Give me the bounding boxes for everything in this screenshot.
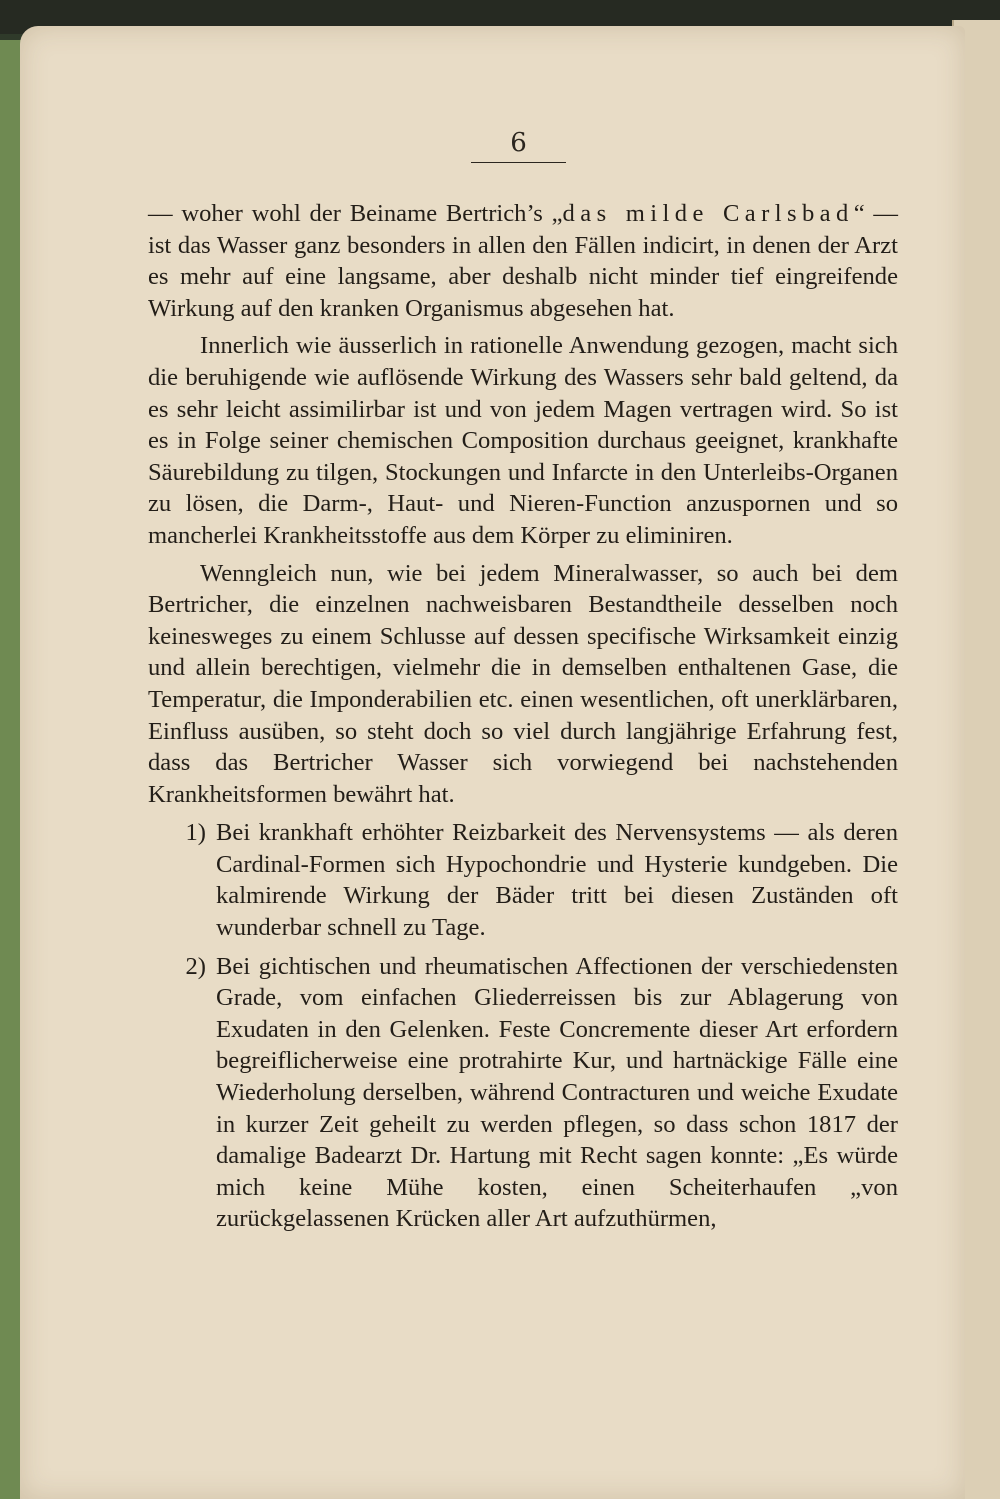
book-cover-edge xyxy=(0,40,22,1499)
spaced-phrase: das milde Carlsbad xyxy=(562,200,854,227)
list-item-number: 2) xyxy=(185,952,206,980)
paragraph-1-end: “ — ist das Wasser ganz besonders in allen den Fällen indicirt, in denen der Arzt es mehr auf eine langsame, aber deshalb nicht minder tief eingreifende Wirkung auf den kranken Organismus abgesehen hat. xyxy=(148,200,898,322)
paragraph-2: Innerlich wie äusserlich in rationelle Anwendung gezogen, macht sich die beruhigende wie auflösende Wirkung des Wassers sehr bald geltend, da es sehr leicht assimilirbar ist und von jedem Magen vertragen wird. So ist es in Folge seiner chemischen Composition durchaus geeignet, krankhafte Säurebildung zu tilgen, Stockungen und Infarcte in den Unterleibs-Organen zu lösen, die Darm-, Haut- und Nieren-Function anzuspornen und so mancherlei Krankheitsstoffe aus dem Körper zu eliminiren. xyxy=(148,332,898,549)
paragraph-3: Wenngleich nun, wie bei jedem Mineralwasser, so auch bei dem Bertricher, die einzelnen nachweisbaren Bestandtheile desselben noch keinesweges zu einem Schlusse auf dessen specifische Wirksamkeit einzig und allein berechtigen, vielmehr die in demselben enthaltenen Gase, die Temperatur, die Imponderabilien etc. einen wesentlichen, oft unerklärbaren, Einfluss ausüben, so steht doch so viel durch langjährige Erfahrung fest, dass das Bertricher Wasser sich vorwiegend bei nachstehenden Krankheitsformen bewährt hat. xyxy=(148,559,898,808)
list-item-number: 1) xyxy=(185,819,206,847)
list-item-text: Bei krankhaft erhöhter Reizbarkeit des Nervensystems — als deren Cardinal-Formen sich Hypochondrie und Hysterie kundgeben. Die kalmirende Wirkung der Bäder tritt bei diesen Zuständen oft wunderbar schnell zu Tage. xyxy=(216,819,898,942)
list-item xyxy=(148,817,898,943)
paragraph-1 xyxy=(148,198,898,324)
list-item xyxy=(148,951,898,1235)
paragraph-1-start: — woher wohl der Beiname Bertrich’s „ xyxy=(148,200,563,227)
list-item-text: Bei gichtischen und rheumatischen Affectionen der verschiedensten Grade, vom einfachen Gliederreissen bis zur Ablagerung von Exudaten in den Gelenken. Feste Concremente dieser Art erfordern begreiflicherweise eine protrahirte Kur, und hartnäckige Fälle eine Wiederholung derselben, während Contracturen und weiche Exudate in kurzer Zeit geheilt zu werden pflegen, so dass schon 1817 der damalige Badearzt Dr. Hartung mit Recht sagen konnte: „Es würde mich keine Mühe kosten, einen Scheiterhaufen „von zurückgelassenen Krücken aller Art aufzuthürmen, xyxy=(216,952,898,1233)
page-body-text xyxy=(148,198,898,1235)
page-number: 6 xyxy=(471,128,566,163)
